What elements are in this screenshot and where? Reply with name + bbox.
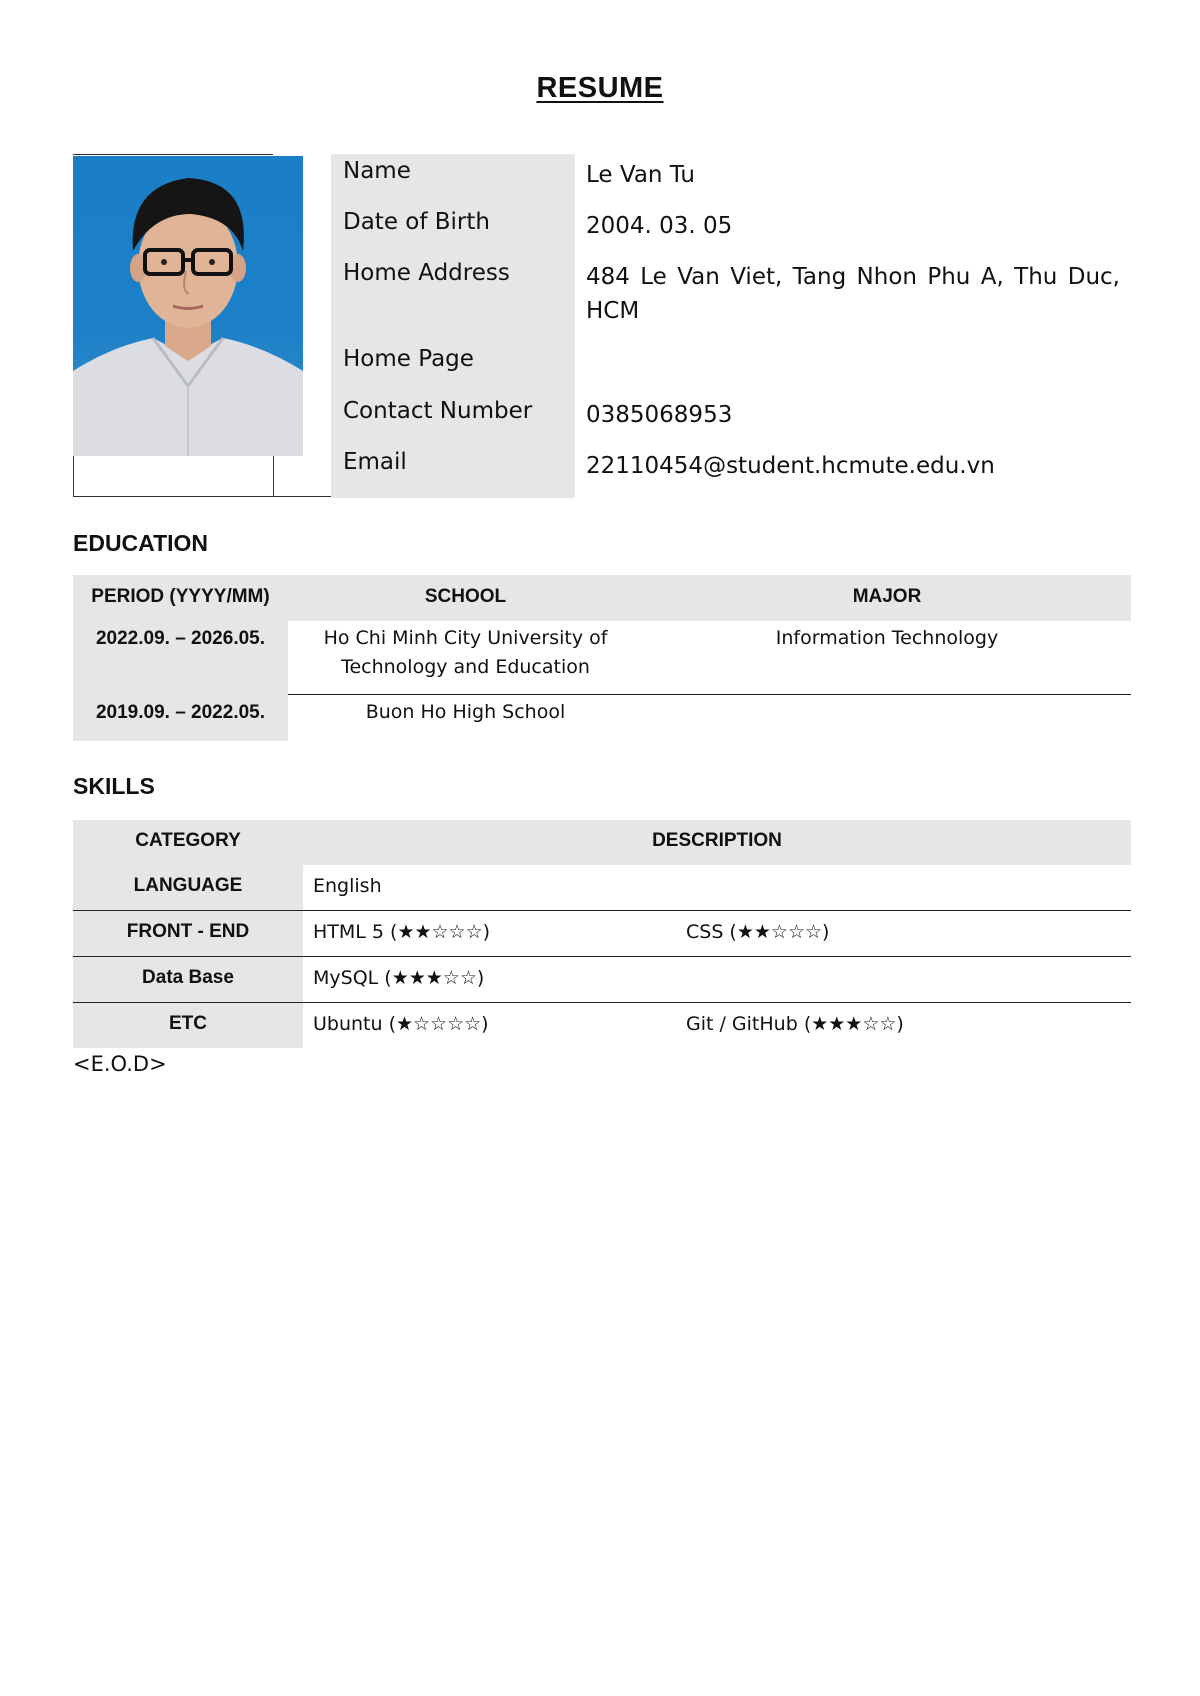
education-row-divider bbox=[288, 694, 1131, 695]
photo-top-border bbox=[73, 154, 273, 155]
info-label: Home Address bbox=[343, 260, 510, 286]
col-header-period: PERIOD (YYYY/MM) bbox=[91, 586, 270, 607]
photo-frame bbox=[73, 456, 274, 497]
info-label: Name bbox=[343, 158, 411, 184]
skills-heading: SKILLS bbox=[73, 773, 155, 799]
info-label: Email bbox=[343, 449, 407, 475]
info-label: Date of Birth bbox=[343, 209, 490, 235]
skills-row-divider bbox=[73, 956, 1131, 957]
education-school-line: Ho Chi Minh City University of bbox=[323, 627, 608, 649]
col-header-category: CATEGORY bbox=[135, 830, 241, 851]
education-school-line: Technology and Education bbox=[341, 656, 590, 678]
skill-item: Git / GitHub (★★★☆☆) bbox=[686, 1013, 904, 1035]
col-header-school: SCHOOL bbox=[424, 586, 507, 607]
col-header-major: MAJOR bbox=[852, 586, 922, 607]
skill-category: FRONT - END bbox=[126, 921, 250, 942]
info-label: Contact Number bbox=[343, 398, 533, 424]
education-period: 2022.09. – 2026.05. bbox=[95, 628, 266, 649]
skills-row-divider bbox=[303, 910, 1131, 911]
skill-item: CSS (★★☆☆☆) bbox=[686, 921, 830, 943]
portrait-illustration bbox=[73, 156, 303, 456]
education-period: 2019.09. – 2022.05. bbox=[95, 702, 266, 723]
skill-item: HTML 5 (★★☆☆☆) bbox=[313, 921, 491, 943]
education-school bbox=[288, 624, 643, 682]
info-value-email[interactable]: 22110454@student.hcmute.edu.vn bbox=[586, 453, 995, 479]
page-title: RESUME bbox=[536, 72, 664, 104]
skill-item: English bbox=[313, 875, 382, 897]
info-label-column bbox=[331, 154, 575, 498]
end-of-document-mark: <E.O.D> bbox=[73, 1052, 167, 1076]
education-major: Information Technology bbox=[775, 627, 999, 649]
skill-item: MySQL (★★★☆☆) bbox=[313, 967, 485, 989]
skill-category: ETC bbox=[169, 1013, 207, 1034]
education-heading: EDUCATION bbox=[73, 530, 209, 556]
info-value-dob: 2004. 03. 05 bbox=[586, 213, 733, 239]
info-value-name: Le Van Tu bbox=[586, 162, 695, 188]
skills-row-divider bbox=[73, 1002, 1131, 1003]
skill-item: Ubuntu (★☆☆☆☆) bbox=[313, 1013, 489, 1035]
col-header-description: DESCRIPTION bbox=[652, 830, 782, 851]
info-value-contact: 0385068953 bbox=[586, 402, 733, 428]
photo-frame-bottom bbox=[273, 496, 331, 497]
skills-row-divider bbox=[73, 910, 303, 911]
info-label: Home Page bbox=[343, 346, 474, 372]
photo-frame-divider bbox=[273, 456, 274, 496]
info-value-address: 484 Le Van Viet, Tang Nhon Phu A, Thu Duc, HCM bbox=[586, 264, 1120, 324]
education-school: Buon Ho High School bbox=[365, 701, 566, 723]
skill-category: Data Base bbox=[142, 967, 234, 988]
profile-photo bbox=[73, 156, 303, 456]
skill-category: LANGUAGE bbox=[133, 875, 243, 896]
